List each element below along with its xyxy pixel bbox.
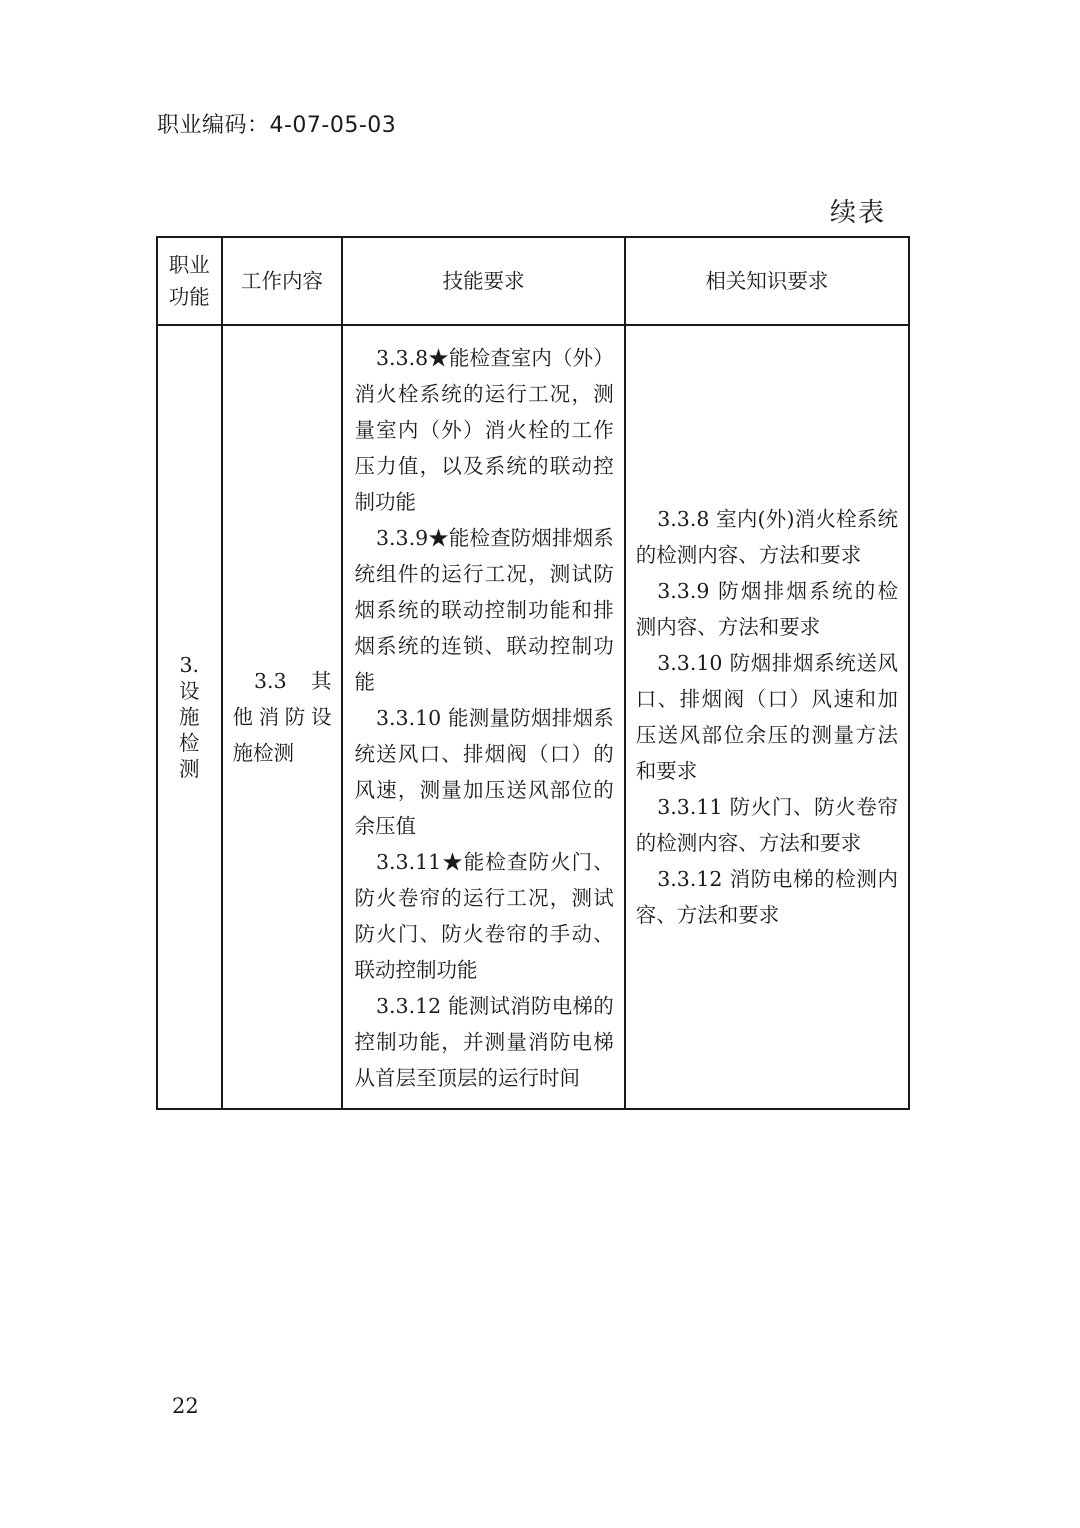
page-number: 22 <box>172 1394 199 1418</box>
header-func-line-2: 功能 <box>168 285 210 309</box>
header-knowledge-requirements: 相关知识要求 <box>625 237 909 325</box>
header-work-content: 工作内容 <box>222 237 343 325</box>
header-skill-requirements: 技能要求 <box>342 237 624 325</box>
knowledge-item: 3.3.11 防火门、防火卷帘的检测内容、方法和要求 <box>635 795 898 855</box>
function-cell <box>157 325 222 1109</box>
skill-requirements-table <box>156 236 910 1110</box>
knowledge-item: 3.3.8 室内(外)消火栓系统的检测内容、方法和要求 <box>635 507 898 567</box>
function-line: 测 <box>179 757 200 781</box>
skill-requirements-cell <box>342 325 624 1109</box>
continued-table-label: 续表 <box>829 198 886 228</box>
knowledge-item: 3.3.12 消防电梯的检测内容、方法和要求 <box>635 867 898 927</box>
knowledge-item: 3.3.9 防烟排烟系统的检测内容、方法和要求 <box>635 579 898 639</box>
table-row <box>157 325 909 1109</box>
knowledge-item: 3.3.10 防烟排烟系统送风口、排烟阀（口）风速和加压送风部位余压的测量方法和要求 <box>635 651 898 783</box>
skill-item: 3.3.8★能检查室内（外）消火栓系统的运行工况，测量室内（外）消火栓的工作压力值，以及系统的联动控制功能 <box>354 346 614 514</box>
skill-item: 3.3.12 能测试消防电梯的控制功能，并测量消防电梯从首层至顶层的运行时间 <box>354 994 614 1090</box>
knowledge-requirements-cell <box>625 325 909 1109</box>
function-line: 检 <box>179 731 200 755</box>
skill-item: 3.3.10 能测量防烟排烟系统送风口、排烟阀（口）的风速，测量加压送风部位的余压值 <box>354 706 614 838</box>
function-line: 3. <box>179 653 200 677</box>
work-content-text: 3.3 其他消防设施检测 <box>232 669 332 765</box>
header-func-line-1: 职业 <box>168 253 210 277</box>
table-header-row <box>157 237 909 325</box>
work-content-cell <box>222 325 343 1109</box>
header-occupational-function <box>157 237 222 325</box>
skill-item: 3.3.11★能检查防火门、防火卷帘的运行工况，测试防火门、防火卷帘的手动、联动控制功能 <box>354 850 614 982</box>
skill-item: 3.3.9★能检查防烟排烟系统组件的运行工况，测试防烟系统的联动控制功能和排烟系统的连锁、联动控制功能 <box>354 526 614 694</box>
occupation-code: 职业编码：4-07-05-03 <box>157 113 397 138</box>
function-line: 施 <box>179 705 200 729</box>
function-line: 设 <box>179 679 200 703</box>
